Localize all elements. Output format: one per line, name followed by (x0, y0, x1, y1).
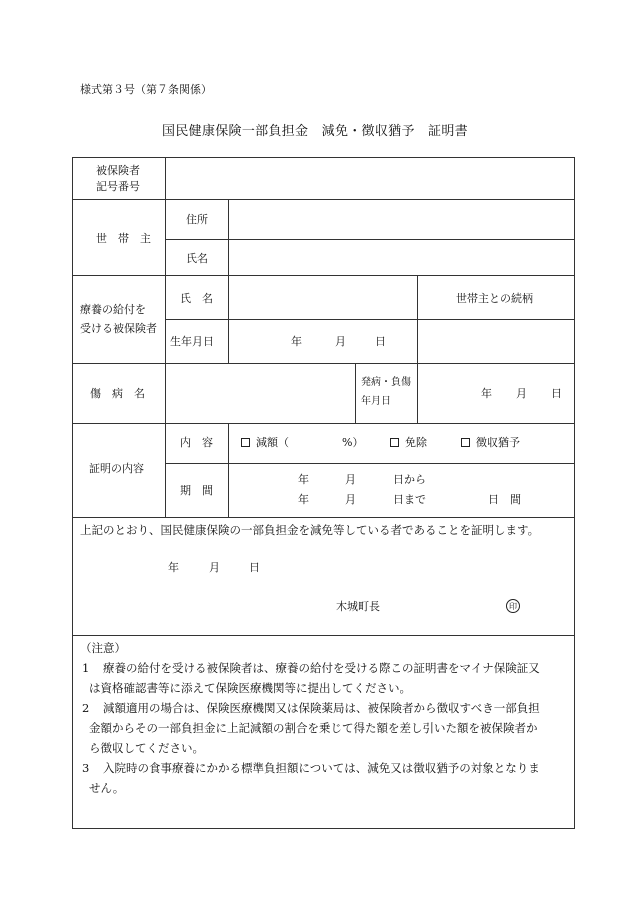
householder-label: 世 帯 主 (96, 232, 151, 245)
period-from-month: 月 (345, 473, 356, 486)
col-divider (228, 199, 229, 363)
col-divider (417, 363, 418, 423)
note-text: 金額からその一部負担金に上記減額の割合を乗じて得た額を差し引いた額を被保険者か (89, 721, 538, 735)
exemption-option[interactable] (390, 437, 427, 448)
issuer-name: 木城町長 (336, 600, 380, 613)
note-text: せん。 (89, 781, 125, 795)
period-to-day: 日まで (393, 493, 426, 506)
certification-statement: 上記のとおり、国民健康保険の一部負担金を減免等している者であることを証明します。 (80, 523, 540, 537)
row-divider (72, 517, 575, 518)
note-text: 療養の給付を受ける被保険者は、療養の給付を受ける際この証明書をマイナ保険証又 (103, 661, 540, 675)
reduction-option-label: 減額（ (256, 436, 289, 449)
illness-label: 傷 病 名 (90, 387, 145, 400)
onset-label: 発病・負傷 (361, 377, 411, 388)
address-label: 住所 (186, 213, 208, 226)
period-from-year: 年 (298, 473, 309, 486)
cert-date-year: 年 (168, 561, 179, 574)
note-number: 3 (82, 761, 90, 775)
insured-id-label: 被保険者 (96, 164, 140, 177)
period-days-label: 間 (510, 493, 521, 506)
row-divider (72, 199, 575, 200)
row-divider (165, 463, 575, 464)
page-title: 国民健康保険一部負担金 減免・徴収猶予 証明書 (162, 124, 468, 139)
note-number: 1 (82, 661, 90, 675)
period-to-month: 月 (345, 493, 356, 506)
form-number: 様式第３号（第７条関係） (80, 83, 212, 96)
row-divider (72, 363, 575, 364)
period-label: 期 間 (180, 484, 213, 497)
content-label: 内 容 (180, 436, 213, 449)
onset-year: 年 (481, 387, 492, 400)
birthdate-month: 月 (335, 335, 346, 348)
row-divider (72, 275, 575, 276)
row-divider (165, 239, 575, 240)
cert-date-month: 月 (209, 561, 220, 574)
note-text: 入院時の食事療養にかかる標準負担額については、減免又は徴収猶予の対象となりま (103, 761, 540, 775)
name-label: 氏名 (186, 252, 208, 265)
row-divider (72, 423, 575, 424)
reduction-percent: %） (342, 436, 364, 449)
note-number: 2 (82, 701, 90, 715)
period-days-unit: 日 (488, 493, 499, 506)
note-text: ら徴収してください。 (89, 741, 204, 755)
note-text: は資格確認書等に添えて保険医療機関等に提出してください。 (89, 681, 411, 695)
birthdate-label: 生年月日 (170, 335, 214, 348)
period-from-day: 日から (393, 473, 426, 486)
checkbox-reduction[interactable] (241, 438, 250, 447)
col-divider (355, 363, 356, 423)
col-divider (417, 275, 418, 363)
col-divider (165, 157, 166, 517)
exemption-option-label: 免除 (405, 436, 427, 449)
checkbox-exemption[interactable] (390, 438, 399, 447)
recipient-label: 療養の給付を (80, 303, 146, 316)
recipient-label-2: 受ける被保険者 (80, 322, 157, 335)
cert-date-day: 日 (249, 561, 260, 574)
recipient-name-label: 氏 名 (180, 292, 213, 305)
note-text: 減額適用の場合は、保険医療機関又は保険薬局は、被保険者から徴収すべき一部負担 (103, 701, 540, 715)
onset-month: 月 (516, 387, 527, 400)
deferral-option[interactable] (461, 437, 520, 448)
onset-day: 日 (551, 387, 562, 400)
birthdate-year: 年 (291, 335, 302, 348)
seal-mark: 印 (506, 599, 520, 613)
relationship-label: 世帯主との続柄 (456, 292, 533, 305)
onset-label-2: 年月日 (361, 396, 391, 407)
checkbox-deferral[interactable] (461, 438, 470, 447)
insured-id-label-2: 記号番号 (96, 180, 140, 193)
deferral-option-label: 徴収猶予 (476, 436, 520, 449)
reduction-option[interactable] (241, 437, 289, 448)
col-divider (228, 423, 229, 517)
notes-heading: （注意） (80, 641, 126, 655)
period-to-year: 年 (298, 493, 309, 506)
birthdate-day: 日 (375, 335, 386, 348)
row-divider (72, 635, 575, 636)
cert-content-label: 証明の内容 (89, 462, 144, 475)
row-divider (165, 319, 575, 320)
